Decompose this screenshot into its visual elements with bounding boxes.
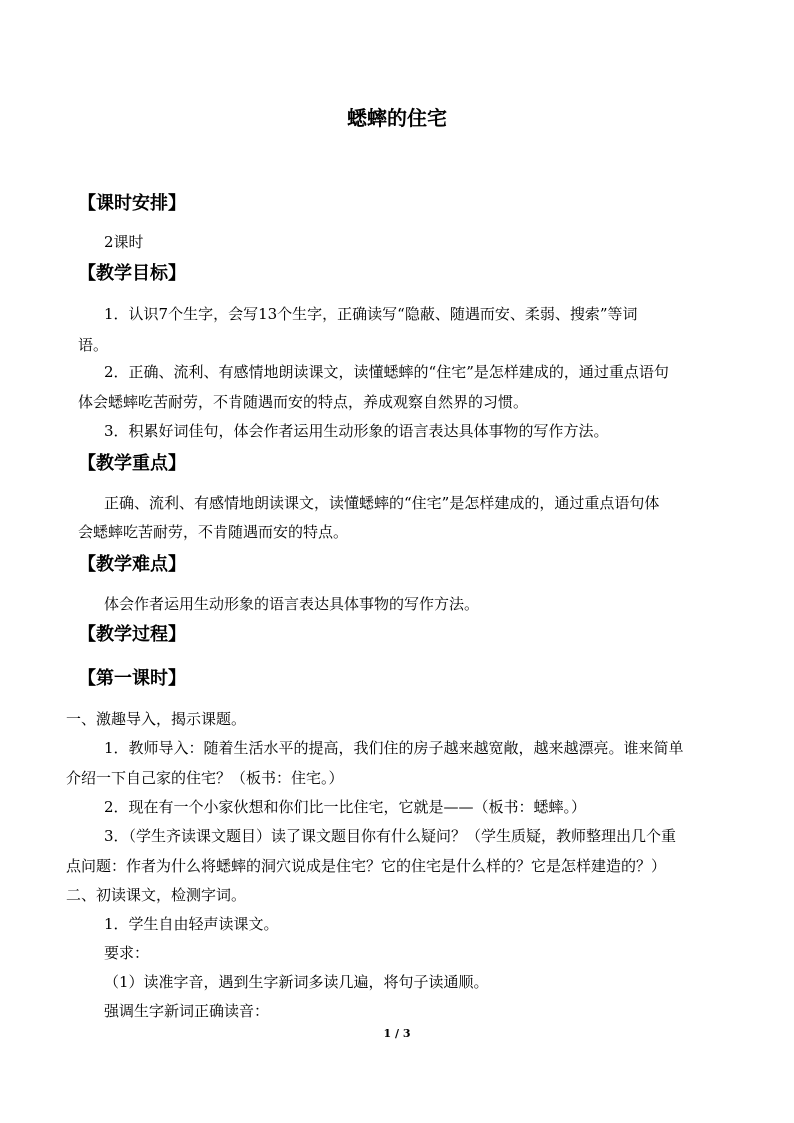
page-number: 1 / 3 (383, 1027, 411, 1040)
objective-1-line-2: 语。 (78, 336, 109, 354)
heading-process: 【教学过程】 (78, 624, 186, 645)
heading-difficulties: 【教学难点】 (78, 554, 186, 575)
reading-step-1: 1．学生自由轻声读课文。 (104, 915, 279, 933)
section-1-title: 一、激趣导入，揭示课题。 (66, 710, 247, 728)
objective-2-line-1: 2．正确、流利、有感情地朗读课文，读懂蟋蟀的“住宅”是怎样建成的，通过重点语句 (104, 363, 669, 381)
step-1-line-1: 1．教师导入：随着生活水平的提高，我们住的房子越来越宽敞，越来越漂亮。谁来简单 (104, 739, 684, 757)
step-3-line-1: 3．（学生齐读课文题目）读了课文题目你有什么疑问？（学生质疑，教师整理出几个重 (104, 827, 677, 845)
requirement-1: （1）读准字音，遇到生字新词多读几遍，将句子读通顺。 (104, 973, 489, 991)
heading-first-lesson: 【第一课时】 (78, 668, 186, 689)
section-2-title: 二、初读课文，检测字词。 (66, 886, 247, 904)
key-points-line-1: 正确、流利、有感情地朗读课文，读懂蟋蟀的“住宅”是怎样建成的，通过重点语句体 (104, 494, 660, 512)
requirements-label: 要求： (104, 944, 150, 962)
objective-1-line-1: 1．认识7个生字，会写13个生字，正确读写“隐蔽、随遇而安、柔弱、搜索”等词 (104, 305, 638, 323)
document-title: 蟋蟀的住宅 (347, 106, 447, 130)
heading-objectives: 【教学目标】 (78, 263, 186, 284)
heading-key-points: 【教学重点】 (78, 453, 186, 474)
step-2: 2．现在有一个小家伙想和你们比一比住宅，它就是——（板书：蟋蟀。） (104, 798, 587, 816)
step-1-line-2: 介绍一下自己家的住宅？（板书：住宅。） (66, 769, 344, 787)
key-points-line-2: 会蟋蟀吃苦耐劳，不肯随遇而安的特点。 (78, 523, 349, 541)
objective-2-line-2: 体会蟋蟀吃苦耐劳，不肯随遇而安的特点，养成观察自然界的习惯。 (78, 393, 529, 411)
schedule-text: 2课时 (104, 233, 144, 251)
objective-3: 3．积累好词佳句，体会作者运用生动形象的语言表达具体事物的写作方法。 (104, 422, 609, 440)
step-3-line-2: 点问题：作者为什么将蟋蟀的洞穴说成是住宅？它的住宅是什么样的？它是怎样建造的？） (66, 857, 667, 875)
difficulties-text: 体会作者运用生动形象的语言表达具体事物的写作方法。 (104, 595, 480, 613)
heading-schedule: 【课时安排】 (78, 193, 186, 214)
pronunciation-note: 强调生字新词正确读音： (104, 1002, 270, 1020)
